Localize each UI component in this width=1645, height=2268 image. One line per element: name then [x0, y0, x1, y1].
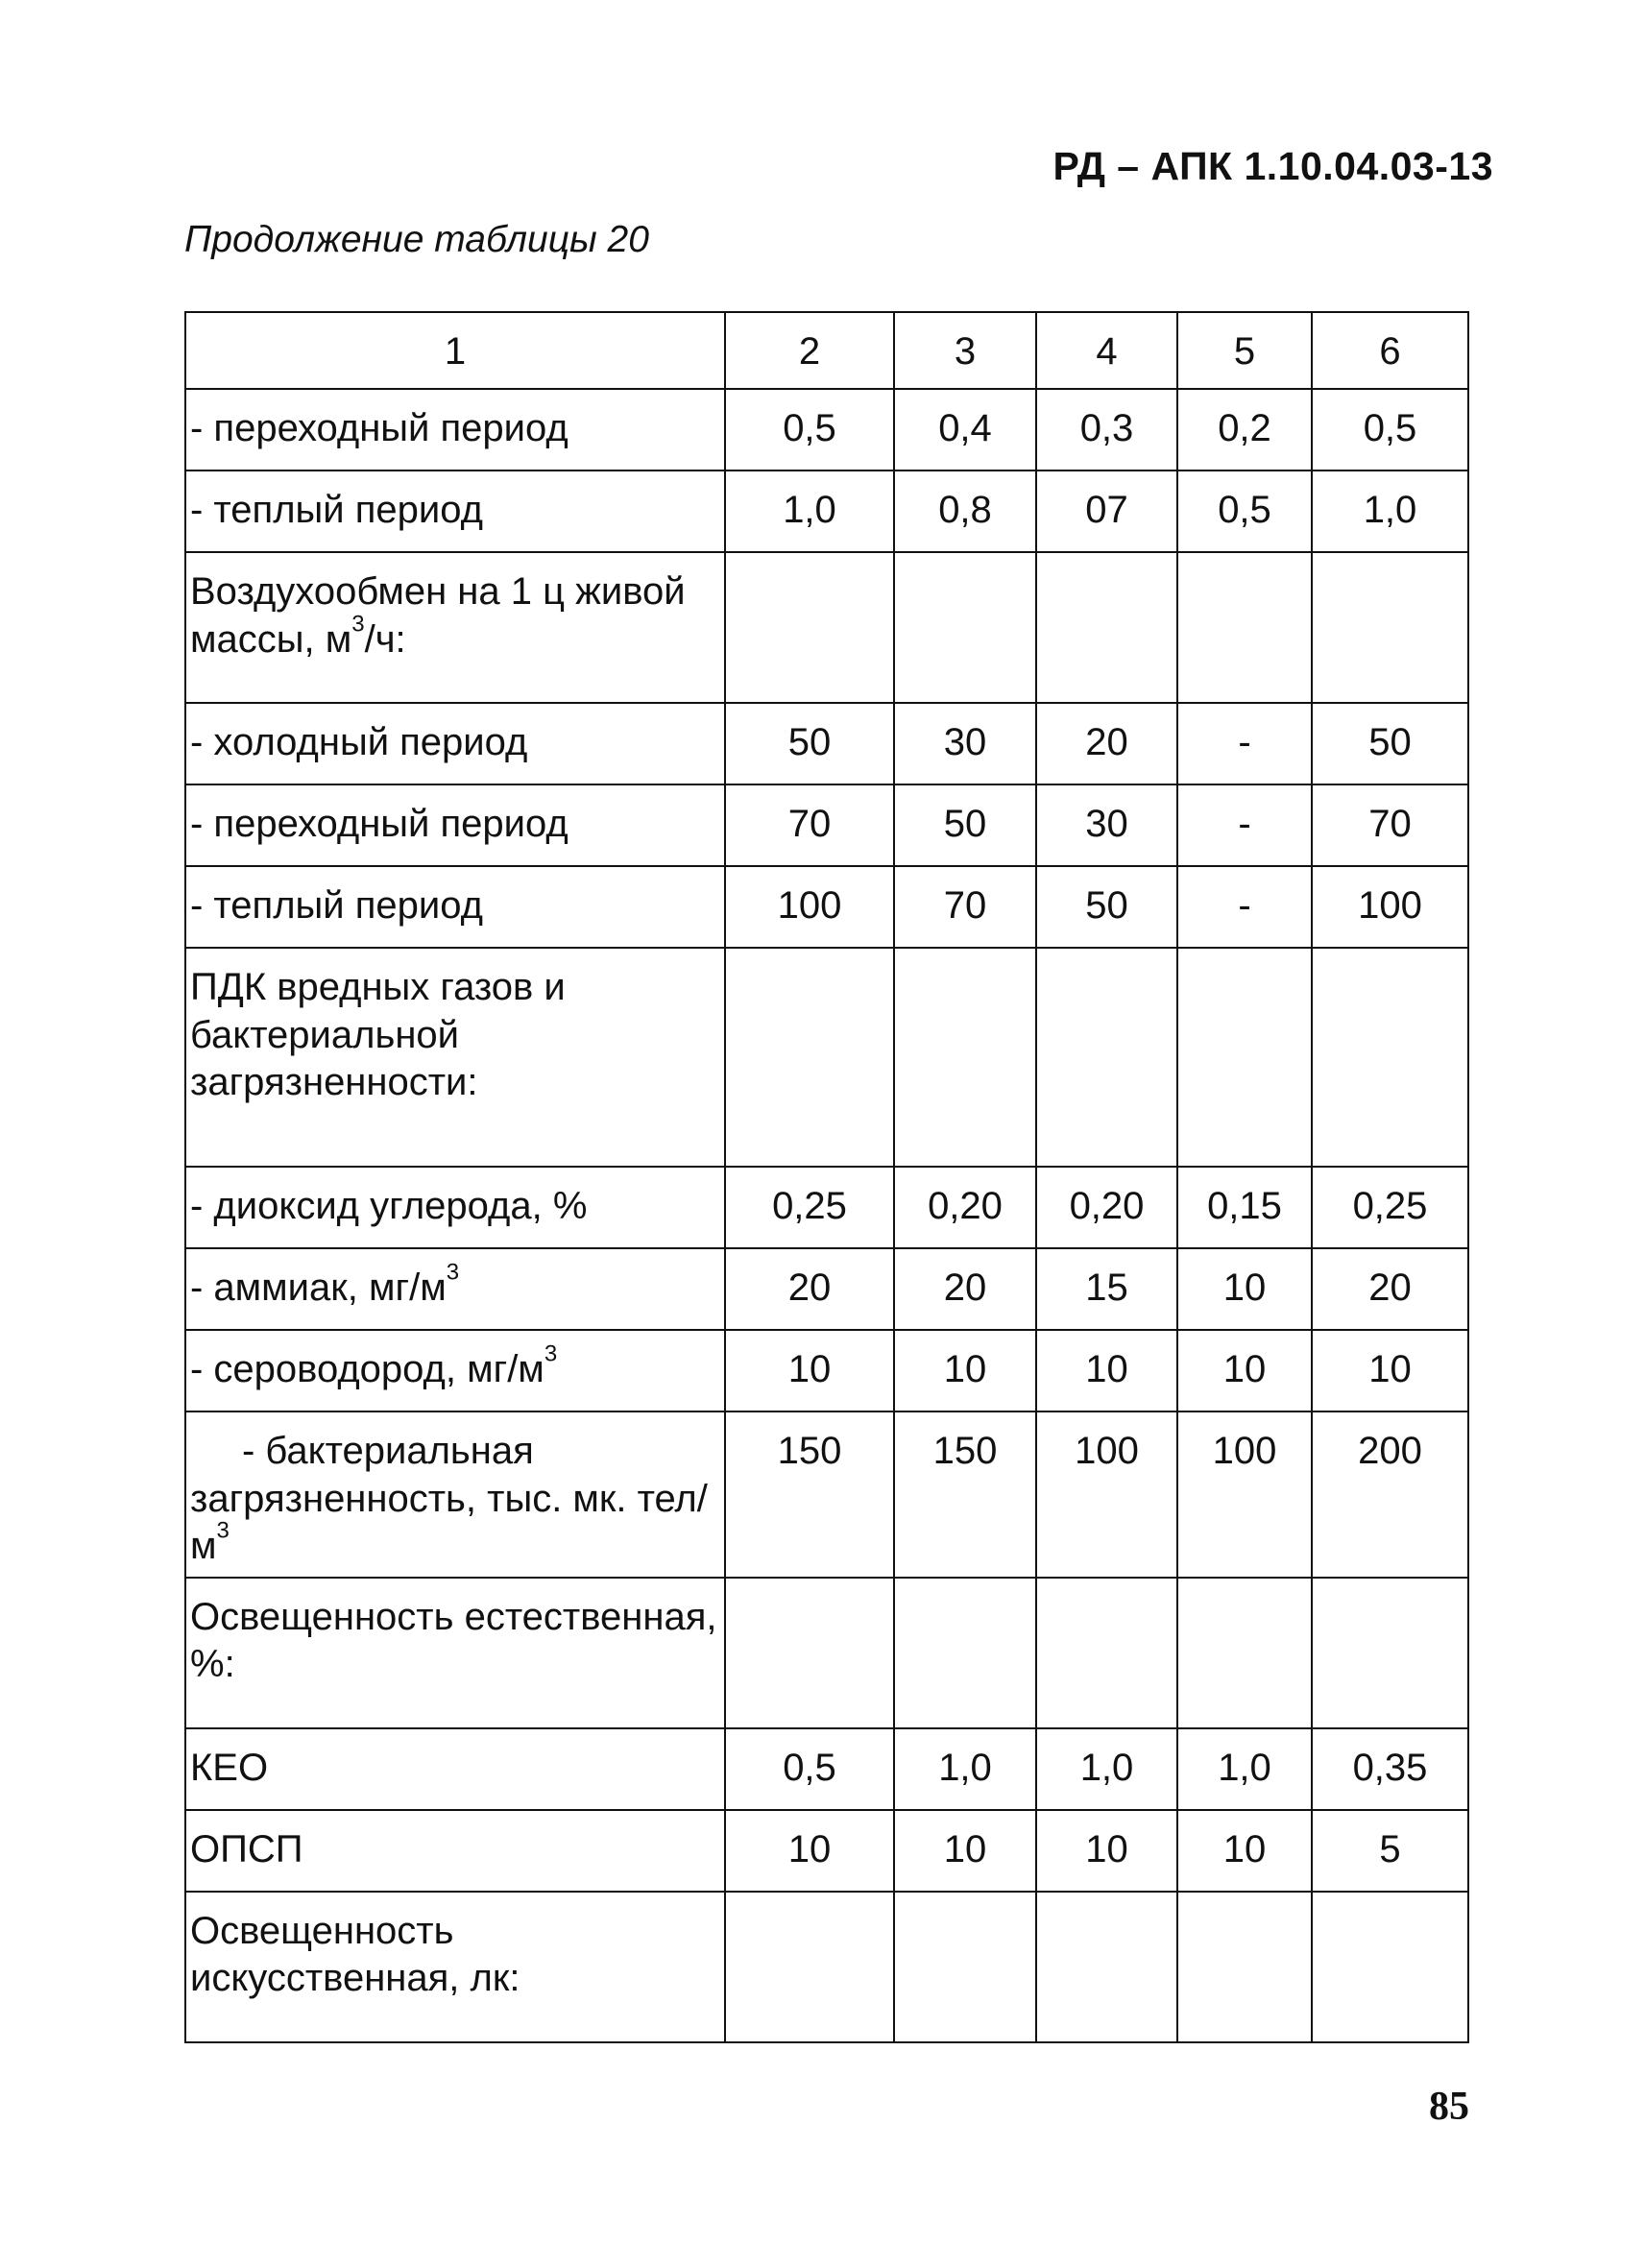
table-cell: 0,4 — [894, 389, 1036, 470]
table-cell: 0,35 — [1312, 1728, 1468, 1810]
table-cell: 0,15 — [1177, 1167, 1312, 1248]
table-cell — [1036, 1578, 1177, 1728]
table-cell — [725, 948, 894, 1167]
row-label: ОПСП — [185, 1810, 725, 1892]
table-row — [185, 1728, 1468, 1810]
table-cell: 10 — [725, 1330, 894, 1411]
table-cell: 100 — [725, 866, 894, 948]
table-cell: 10 — [1036, 1810, 1177, 1892]
table-cell — [725, 1892, 894, 2042]
table-cell — [725, 1578, 894, 1728]
table-cell: 0,8 — [894, 470, 1036, 552]
table-cell — [1312, 948, 1468, 1167]
table-cell: 0,5 — [1312, 389, 1468, 470]
row-label-cell — [185, 1248, 725, 1330]
table-cell — [1177, 1578, 1312, 1728]
table-cell: 1,0 — [894, 1728, 1036, 1810]
table-cell — [725, 552, 894, 703]
column-header: 1 — [185, 312, 725, 389]
table-cell: 20 — [1312, 1248, 1468, 1330]
table-row — [185, 784, 1468, 866]
row-label: - теплый период — [185, 866, 725, 948]
table-cell: 30 — [894, 703, 1036, 784]
page-number: 85 — [1429, 2085, 1469, 2129]
table-cell: 07 — [1036, 470, 1177, 552]
table-cell — [894, 1892, 1036, 2042]
table-row — [185, 948, 1468, 1167]
table-cell: 50 — [725, 703, 894, 784]
table-cell: - — [1177, 784, 1312, 866]
table-cell — [1036, 948, 1177, 1167]
row-label-cell — [185, 552, 725, 703]
table-caption: Продолжение таблицы 20 — [184, 219, 649, 260]
table-cell: 150 — [725, 1411, 894, 1578]
table-row — [185, 1892, 1468, 2042]
table-cell: 70 — [725, 784, 894, 866]
table-cell: 0,5 — [725, 389, 894, 470]
table-cell — [894, 948, 1036, 1167]
table-cell: 1,0 — [1177, 1728, 1312, 1810]
superscript: 3 — [216, 1517, 230, 1544]
table-cell: 100 — [1312, 866, 1468, 948]
table-cell — [1312, 1578, 1468, 1728]
data-table — [184, 311, 1469, 2043]
table-row — [185, 1167, 1468, 1248]
table-cell: 200 — [1312, 1411, 1468, 1578]
table-cell — [1177, 1892, 1312, 2042]
table-cell: 0,20 — [1036, 1167, 1177, 1248]
table-cell: 10 — [894, 1810, 1036, 1892]
table-cell — [894, 552, 1036, 703]
table-cell: 50 — [894, 784, 1036, 866]
table-cell: 0,3 — [1036, 389, 1177, 470]
row-label: Воздухообмен на 1 ц живой массы, м — [190, 570, 686, 661]
table-cell: 100 — [1177, 1411, 1312, 1578]
table-cell: 20 — [725, 1248, 894, 1330]
table-row — [185, 470, 1468, 552]
table-cell — [1177, 552, 1312, 703]
column-header: 3 — [894, 312, 1036, 389]
table-cell: 0,20 — [894, 1167, 1036, 1248]
table-cell: 1,0 — [1036, 1728, 1177, 1810]
table-row — [185, 1578, 1468, 1728]
document-code: РД – АПК 1.10.04.03-13 — [1052, 144, 1493, 188]
table-cell: 15 — [1036, 1248, 1177, 1330]
table-cell: - — [1177, 703, 1312, 784]
table-row — [185, 1810, 1468, 1892]
table-cell: 0,2 — [1177, 389, 1312, 470]
row-label: Освещенность естественная, %: — [185, 1578, 725, 1728]
column-header: 2 — [725, 312, 894, 389]
row-label: - переходный период — [185, 784, 725, 866]
row-label: - бактериальная загрязненность, тыс. мк. тел/м — [190, 1430, 708, 1568]
table-cell: 70 — [894, 866, 1036, 948]
table-row — [185, 389, 1468, 470]
table-cell: 10 — [1177, 1248, 1312, 1330]
table-row — [185, 1248, 1468, 1330]
table-cell: 1,0 — [725, 470, 894, 552]
row-label: - переходный период — [185, 389, 725, 470]
table-row — [185, 866, 1468, 948]
table-cell: 10 — [1177, 1330, 1312, 1411]
table-cell: 10 — [1177, 1810, 1312, 1892]
table-cell: 30 — [1036, 784, 1177, 866]
table-cell — [1312, 552, 1468, 703]
table-cell: 20 — [894, 1248, 1036, 1330]
row-label-cell — [185, 1411, 725, 1578]
row-label-tail: /ч: — [364, 617, 406, 661]
table-cell: 50 — [1312, 703, 1468, 784]
table-row — [185, 1411, 1468, 1578]
table-cell: 20 — [1036, 703, 1177, 784]
row-label: - аммиак, мг/м — [190, 1267, 447, 1309]
table-header-row — [185, 312, 1468, 389]
table-cell — [1312, 1892, 1468, 2042]
table-cell: 0,5 — [1177, 470, 1312, 552]
table-cell — [1036, 1892, 1177, 2042]
row-label: - диоксид углерода, % — [185, 1167, 725, 1248]
table-cell: 0,25 — [1312, 1167, 1468, 1248]
row-label-cell — [185, 1330, 725, 1411]
table-row — [185, 703, 1468, 784]
row-label: КЕО — [185, 1728, 725, 1810]
row-label: ПДК вредных газов и бактериальной загрязненности: — [185, 948, 725, 1167]
table-cell: 0,25 — [725, 1167, 894, 1248]
row-label: - сероводород, мг/м — [190, 1348, 544, 1390]
column-header: 5 — [1177, 312, 1312, 389]
column-header: 6 — [1312, 312, 1468, 389]
table-cell: 150 — [894, 1411, 1036, 1578]
column-header: 4 — [1036, 312, 1177, 389]
superscript: 3 — [351, 611, 365, 637]
superscript: 3 — [446, 1259, 460, 1286]
table-row — [185, 1330, 1468, 1411]
row-label: - теплый период — [185, 470, 725, 552]
table-cell: 10 — [725, 1810, 894, 1892]
table-cell — [1036, 552, 1177, 703]
superscript: 3 — [544, 1340, 558, 1367]
table-cell: 1,0 — [1312, 470, 1468, 552]
row-label: Освещенность искусственная, лк: — [185, 1892, 725, 2042]
table-cell: - — [1177, 866, 1312, 948]
table-cell — [894, 1578, 1036, 1728]
row-label: - холодный период — [185, 703, 725, 784]
table-cell: 5 — [1312, 1810, 1468, 1892]
table-cell: 70 — [1312, 784, 1468, 866]
table-cell: 10 — [1036, 1330, 1177, 1411]
table-row — [185, 552, 1468, 703]
table-cell: 50 — [1036, 866, 1177, 948]
table-cell: 10 — [894, 1330, 1036, 1411]
table-cell — [1177, 948, 1312, 1167]
table-cell: 10 — [1312, 1330, 1468, 1411]
table-cell: 0,5 — [725, 1728, 894, 1810]
table-cell: 100 — [1036, 1411, 1177, 1578]
